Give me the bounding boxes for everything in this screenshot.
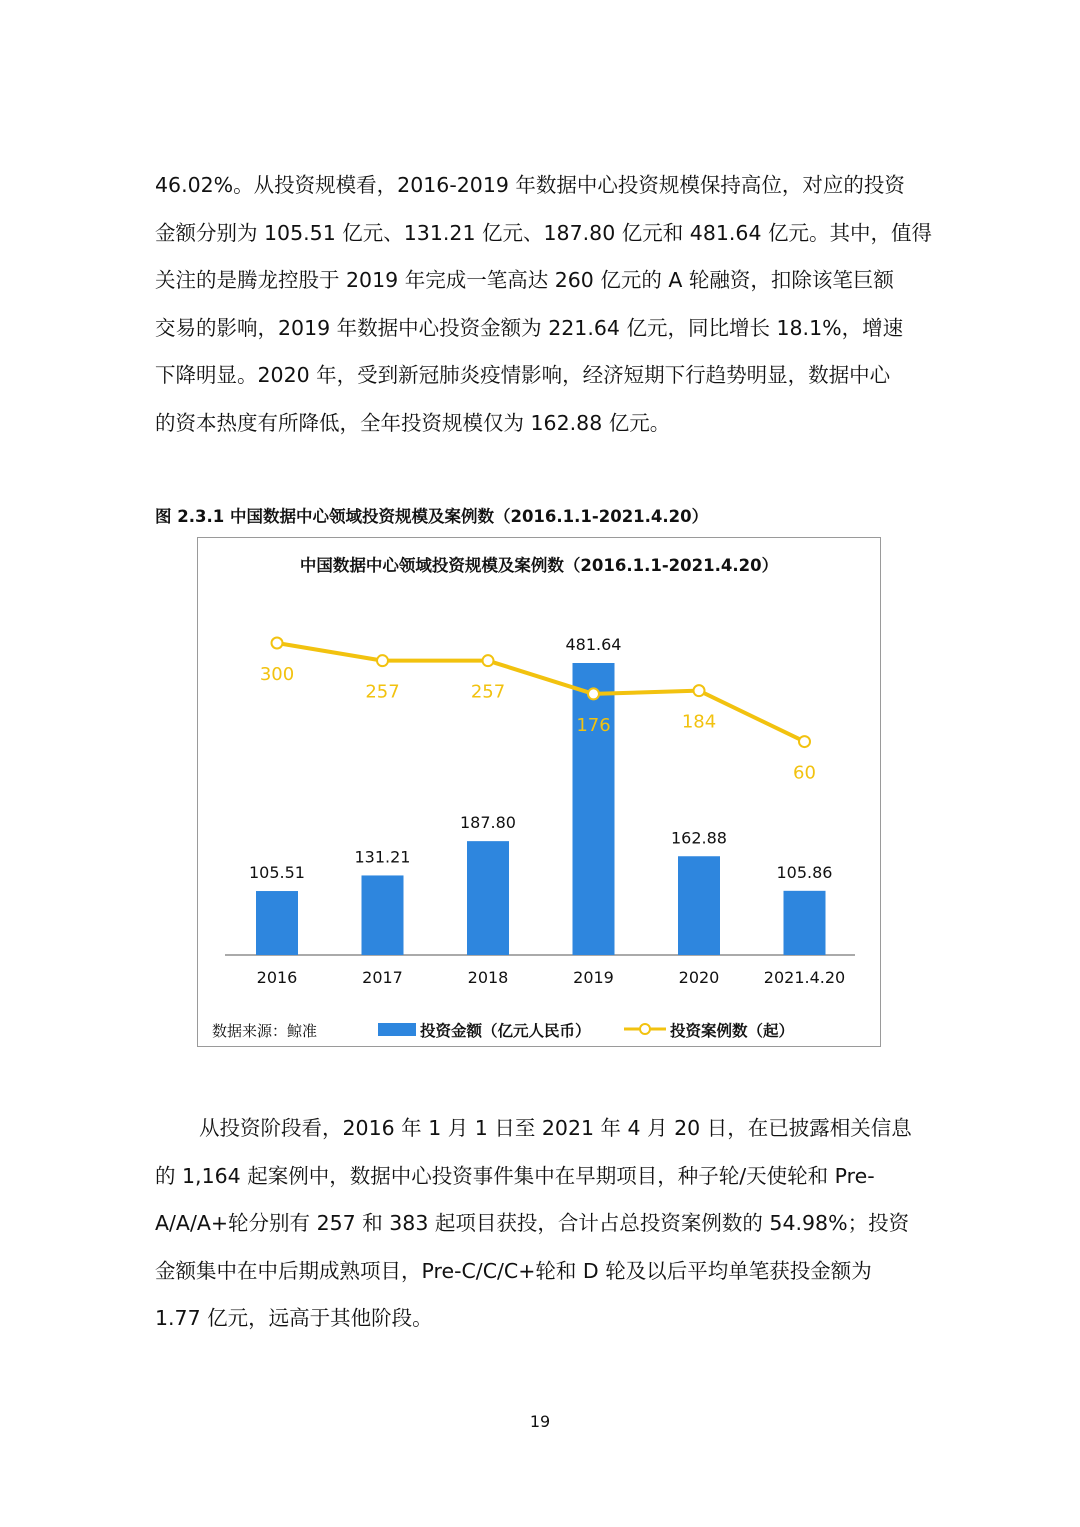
bar	[467, 841, 509, 955]
data-source-note: 数据来源：鲸准	[212, 1022, 318, 1040]
x-tick-label: 2016	[256, 968, 298, 987]
text-line: 的资本热度有所降低，全年投资规模仅为 162.88 亿元。	[155, 410, 671, 435]
text-line: A/A/A+轮分别有 257 和 383 起项目获投，合计占总投资案例数的 54.98%；投资	[155, 1211, 910, 1235]
bar	[256, 891, 298, 955]
bar-value-label: 105.86	[776, 862, 833, 882]
bar	[362, 875, 404, 955]
text-line: 交易的影响，2019 年数据中心投资金额为 221.64 亿元，同比增长 18.1%，增速	[155, 315, 904, 340]
legend-line-label: 投资案例数（起）	[670, 1022, 795, 1040]
bar	[573, 663, 615, 955]
legend-bar-label: 投资金额（亿元人民币）	[420, 1022, 591, 1040]
text-line: 下降明显。2020 年，受到新冠肺炎疫情影响，经济短期下行趋势明显，数据中心	[155, 363, 891, 387]
bar-value-label: 162.88	[671, 828, 727, 848]
line-value-label: 176	[576, 714, 611, 736]
bar-value-label: 131.21	[354, 847, 411, 867]
text-line: 金额分别为 105.51 亿元、131.21 亿元、187.80 亿元和 481.64 亿元。其中，值得	[155, 220, 933, 245]
chart-frame	[197, 537, 881, 1047]
line-point	[272, 638, 283, 649]
text-line: 从投资阶段看，2016 年 1 月 1 日至 2021 年 4 月 20 日，在已披露相关信息	[199, 1116, 912, 1140]
x-tick-label: 2021.4.20	[763, 968, 846, 987]
line-point	[377, 655, 388, 666]
line-value-label: 60	[793, 762, 816, 784]
text-line: 金额集中在中后期成熟项目，Pre-C/C/C+轮和 D 轮及以后平均单笔获投金额为	[155, 1258, 872, 1283]
x-tick-label: 2019	[573, 968, 614, 987]
figure-caption: 图 2.3.1 中国数据中心领域投资规模及案例数（2016.1.1-2021.4.20）	[155, 507, 709, 526]
text-line: 的 1,164 起案例中，数据中心投资事件集中在早期项目，种子轮/天使轮和 Pre-	[155, 1163, 875, 1188]
text-line: 关注的是腾龙控股于 2019 年完成一笔高达 260 亿元的 A 轮融资，扣除该笔巨额	[155, 268, 894, 292]
bar-value-label: 481.64	[565, 635, 622, 654]
bar	[678, 856, 720, 955]
chart-title: 中国数据中心领域投资规模及案例数（2016.1.1-2021.4.20）	[299, 556, 779, 575]
line-value-label: 184	[681, 711, 717, 733]
x-tick-label: 2017	[362, 968, 403, 987]
line-point	[694, 685, 705, 696]
line-value-label: 300	[259, 664, 295, 685]
line-point	[799, 736, 810, 747]
line-value-label: 257	[470, 681, 506, 703]
bar-value-label: 105.51	[249, 863, 305, 883]
series-line	[277, 643, 805, 742]
x-tick-label: 2018	[467, 968, 509, 987]
line-point	[588, 688, 599, 699]
paragraph-investment-stage	[155, 1105, 927, 1343]
page-number: 19	[529, 1412, 551, 1431]
line-point	[483, 655, 494, 666]
text-line: 1.77 亿元，远高于其他阶段。	[155, 1306, 433, 1330]
line-value-label: 257	[365, 681, 400, 703]
x-tick-label: 2020	[678, 968, 720, 987]
bar	[784, 891, 826, 955]
bar-value-label: 187.80	[460, 813, 516, 833]
paragraph-investment-scale	[155, 162, 933, 447]
legend-bar-swatch	[378, 1023, 416, 1036]
legend-line-marker	[640, 1024, 650, 1034]
text-line: 46.02%。从投资规模看，2016-2019 年数据中心投资规模保持高位，对应的投资	[155, 173, 905, 197]
investment-chart	[198, 538, 880, 1046]
